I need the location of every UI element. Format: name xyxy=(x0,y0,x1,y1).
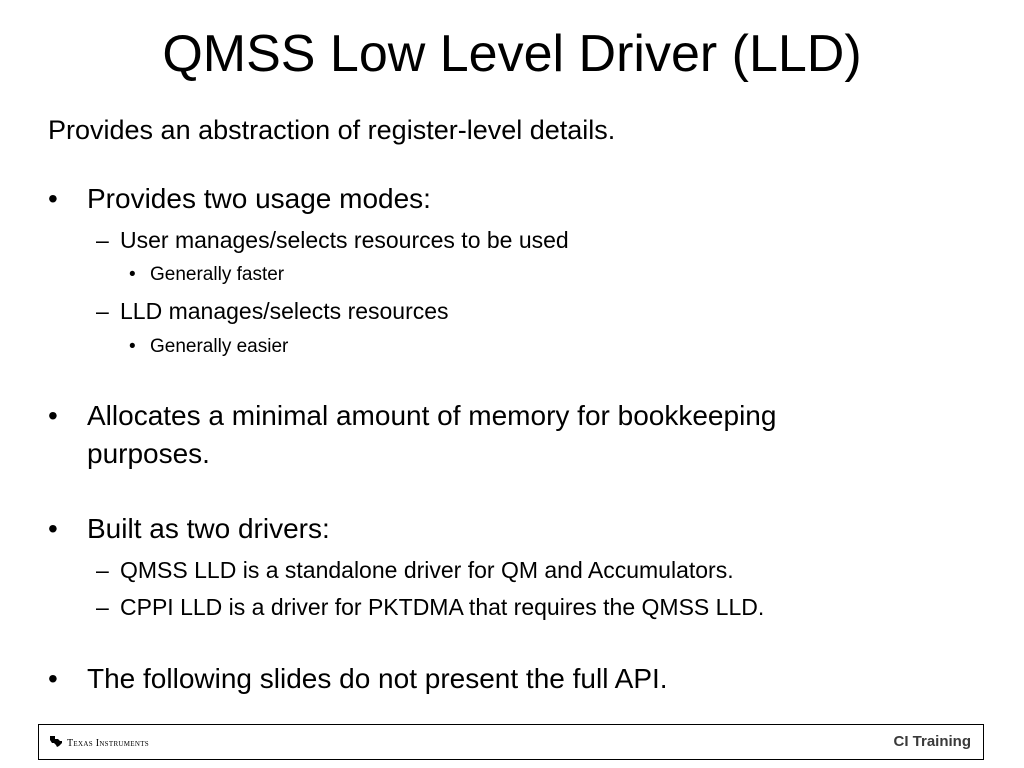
ti-logo xyxy=(49,734,149,753)
ti-logo-text: Texas Instruments xyxy=(67,738,149,749)
subsub-bullet-faster: Generally faster xyxy=(150,264,285,285)
dash-marker: – xyxy=(96,227,109,253)
subsub-bullet-easier: Generally easier xyxy=(150,336,289,357)
bullet-allocates-line2: purposes. xyxy=(87,438,210,469)
dash-marker: – xyxy=(96,298,109,324)
dash-marker: – xyxy=(96,557,109,583)
bullet-marker: • xyxy=(48,513,58,544)
bullet-two-drivers: Built as two drivers: xyxy=(87,513,330,544)
bullet-marker: • xyxy=(48,663,58,694)
intro-text: Provides an abstraction of register-level details. xyxy=(48,115,616,145)
sub-bullet-user-manages: User manages/selects resources to be used xyxy=(120,227,569,253)
slide-title: QMSS Low Level Driver (LLD) xyxy=(162,25,862,83)
sub-bullet-qmss-lld: QMSS LLD is a standalone driver for QM and Accumulators. xyxy=(120,557,734,583)
bullet-marker: • xyxy=(48,400,58,431)
texas-state-icon xyxy=(49,734,63,753)
bullet-usage-modes: Provides two usage modes: xyxy=(87,183,431,214)
ci-training-label: CI Training xyxy=(893,733,971,750)
bullet-marker: • xyxy=(129,336,136,357)
bullet-full-api: The following slides do not present the full API. xyxy=(87,663,668,694)
bullet-allocates-line1: Allocates a minimal amount of memory for bookkeeping xyxy=(87,400,777,431)
bullet-marker: • xyxy=(48,183,58,214)
sub-bullet-lld-manages: LLD manages/selects resources xyxy=(120,298,449,324)
dash-marker: – xyxy=(96,594,109,620)
sub-bullet-cppi-lld: CPPI LLD is a driver for PKTDMA that requires the QMSS LLD. xyxy=(120,594,765,620)
footer-bar xyxy=(38,724,984,760)
bullet-marker: • xyxy=(129,264,136,285)
